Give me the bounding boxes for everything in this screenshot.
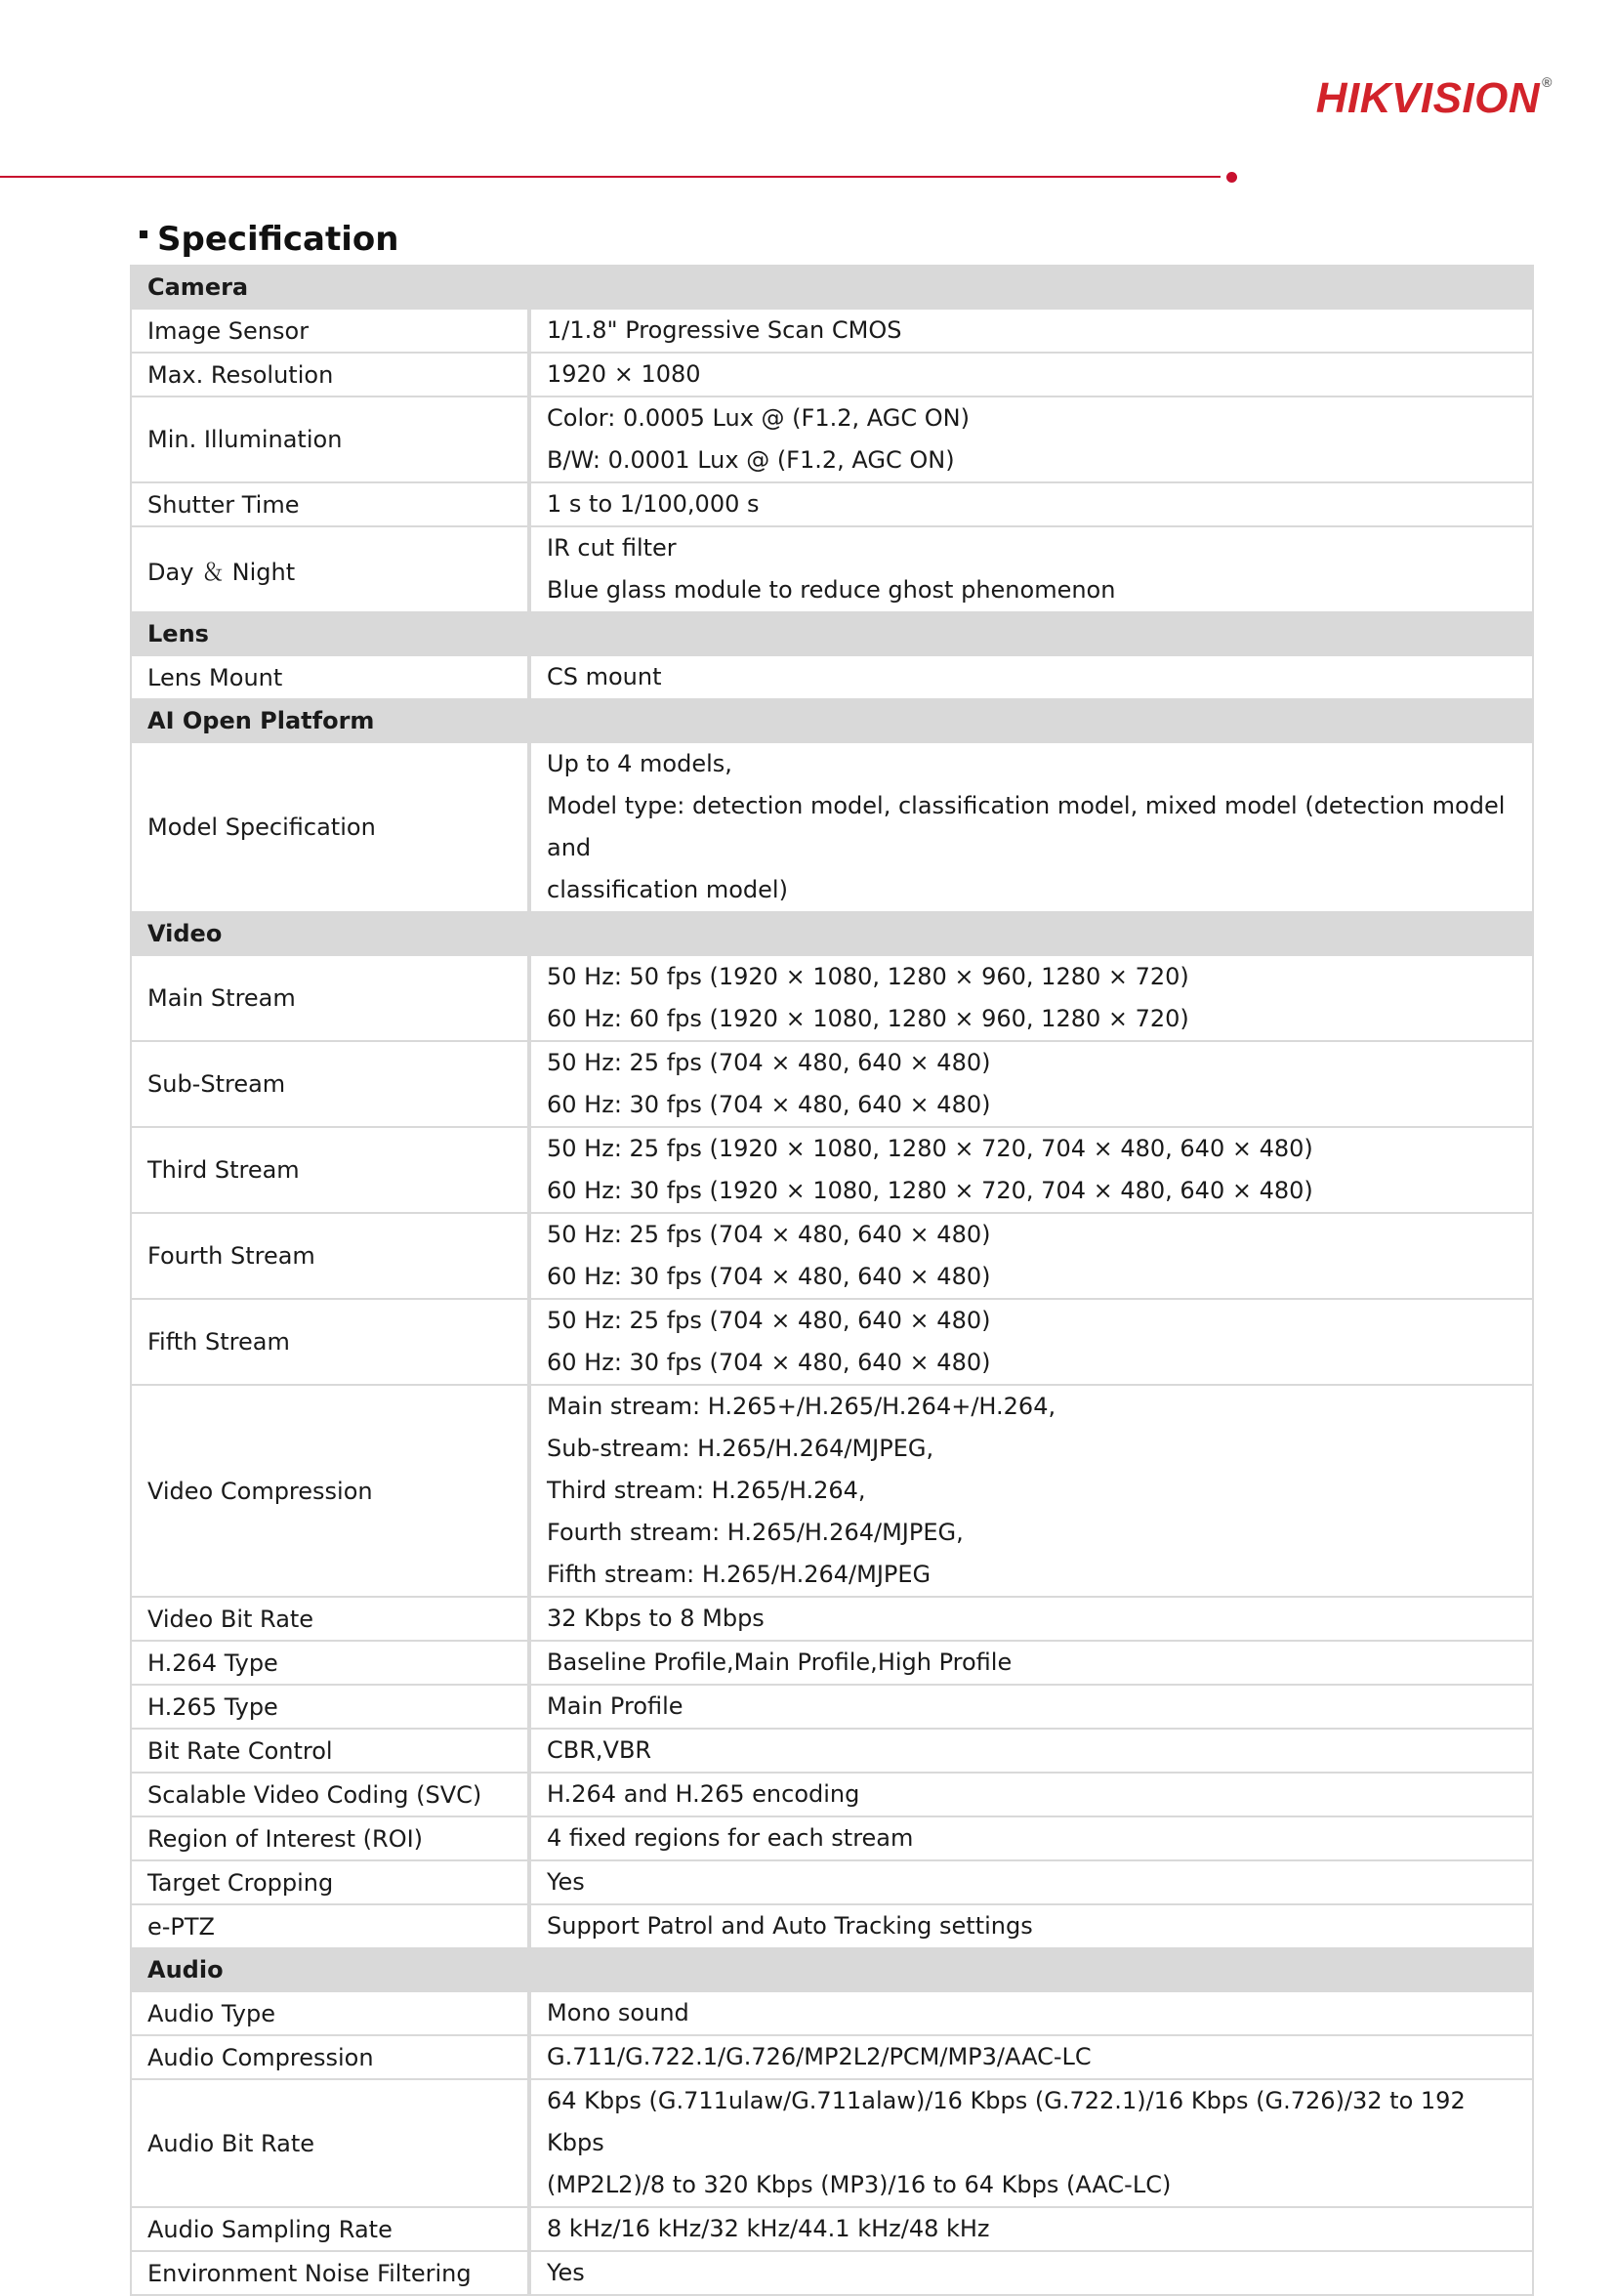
section-header-audio: [131, 1948, 1533, 1991]
section-header-video: [131, 912, 1533, 955]
spec-value: [529, 2079, 1533, 2207]
spec-label: H.265 Type: [131, 1685, 529, 1729]
spec-value-line: 60 Hz: 30 fps (704 × 480, 640 × 480): [547, 1263, 991, 1290]
spec-value-line: (MP2L2)/8 to 320 Kbps (MP3)/16 to 64 Kbps (AAC-LC): [547, 2171, 1172, 2198]
spec-row: [131, 1816, 1533, 1860]
spec-label: Audio Bit Rate: [131, 2079, 529, 2207]
spec-row: [131, 309, 1533, 353]
spec-row: [131, 1904, 1533, 1948]
spec-value: [529, 1127, 1533, 1213]
spec-row: [131, 1213, 1533, 1299]
spec-label: Video Bit Rate: [131, 1597, 529, 1641]
spec-label: Min. Illumination: [131, 397, 529, 482]
spec-value-line: Main stream: H.265+/H.265/H.264+/H.264,: [547, 1393, 1056, 1420]
spec-value-line: Fourth stream: H.265/H.264/MJPEG,: [547, 1519, 964, 1546]
header-divider-dot: [1226, 172, 1237, 183]
spec-row: [131, 1729, 1533, 1773]
spec-row: [131, 1299, 1533, 1385]
spec-label: Video Compression: [131, 1385, 529, 1597]
spec-row: [131, 397, 1533, 482]
spec-label: Audio Compression: [131, 2035, 529, 2079]
spec-value-line: 1920 × 1080: [547, 360, 701, 388]
spec-row: [131, 1597, 1533, 1641]
spec-value: [529, 1299, 1533, 1385]
spec-value: [529, 482, 1533, 526]
spec-value-line: Color: 0.0005 Lux @ (F1.2, AGC ON): [547, 404, 970, 432]
spec-value: [529, 1385, 1533, 1597]
spec-value: [529, 1641, 1533, 1685]
spec-label: H.264 Type: [131, 1641, 529, 1685]
spec-row: [131, 2079, 1533, 2207]
spec-label: Day ＆ Night: [131, 526, 529, 612]
spec-value-line: Up to 4 models,: [547, 750, 732, 777]
spec-value: [529, 309, 1533, 353]
spec-value: [529, 1597, 1533, 1641]
page-title-text: Specification: [157, 220, 399, 259]
spec-value-line: classification model): [547, 876, 788, 903]
spec-value-line: 60 Hz: 30 fps (704 × 480, 640 × 480): [547, 1091, 991, 1118]
registered-mark: ®: [1542, 74, 1553, 90]
spec-value: [529, 2207, 1533, 2251]
spec-label: Third Stream: [131, 1127, 529, 1213]
spec-value: [529, 1685, 1533, 1729]
spec-value-line: 50 Hz: 25 fps (704 × 480, 640 × 480): [547, 1049, 991, 1076]
spec-label: Sub-Stream: [131, 1041, 529, 1127]
hikvision-logo: [1316, 74, 1553, 123]
spec-label: Lens Mount: [131, 655, 529, 699]
spec-value-line: B/W: 0.0001 Lux @ (F1.2, AGC ON): [547, 446, 955, 474]
spec-label: Region of Interest (ROI): [131, 1816, 529, 1860]
spec-label: Scalable Video Coding (SVC): [131, 1773, 529, 1816]
spec-value-line: 60 Hz: 30 fps (704 × 480, 640 × 480): [547, 1349, 991, 1376]
spec-label: Audio Type: [131, 1991, 529, 2035]
spec-row: [131, 742, 1533, 912]
spec-value-line: 1 s to 1/100,000 s: [547, 490, 760, 518]
spec-row: [131, 2035, 1533, 2079]
section-title: Video: [131, 912, 1533, 955]
spec-value-line: Mono sound: [547, 1999, 689, 2026]
logo-vision-text: VISION: [1391, 74, 1541, 122]
spec-row: [131, 1127, 1533, 1213]
spec-label: Audio Sampling Rate: [131, 2207, 529, 2251]
logo-hik-text: HIK: [1315, 74, 1392, 122]
spec-label: Main Stream: [131, 955, 529, 1041]
section-title: Audio: [131, 1948, 1533, 1991]
spec-value: [529, 353, 1533, 397]
spec-value: [529, 526, 1533, 612]
spec-value: [529, 1041, 1533, 1127]
spec-label: Bit Rate Control: [131, 1729, 529, 1773]
spec-row: [131, 2207, 1533, 2251]
spec-label: Model Specification: [131, 742, 529, 912]
spec-value-line: Sub-stream: H.265/H.264/MJPEG,: [547, 1435, 934, 1462]
spec-value: [529, 1816, 1533, 1860]
spec-label: Environment Noise Filtering: [131, 2251, 529, 2295]
spec-value-line: G.711/G.722.1/G.726/MP2L2/PCM/MP3/AAC-LC: [547, 2043, 1092, 2070]
spec-label: e-PTZ: [131, 1904, 529, 1948]
spec-value: [529, 1904, 1533, 1948]
spec-value-line: 60 Hz: 60 fps (1920 × 1080, 1280 × 960, 1280 × 720): [547, 1005, 1189, 1032]
spec-value-line: 50 Hz: 50 fps (1920 × 1080, 1280 × 960, 1280 × 720): [547, 963, 1189, 990]
spec-row: [131, 1860, 1533, 1904]
spec-value-line: 50 Hz: 25 fps (1920 × 1080, 1280 × 720, 704 × 480, 640 × 480): [547, 1135, 1313, 1162]
spec-value-line: 50 Hz: 25 fps (704 × 480, 640 × 480): [547, 1307, 991, 1334]
spec-row: [131, 353, 1533, 397]
spec-value-line: 1/1.8" Progressive Scan CMOS: [547, 316, 902, 344]
spec-value: [529, 2035, 1533, 2079]
spec-value-line: Model type: detection model, classification model, mixed model (detection model and: [547, 792, 1506, 861]
section-title: AI Open Platform: [131, 699, 1533, 742]
spec-value-line: 64 Kbps (G.711ulaw/G.711alaw)/16 Kbps (G.722.1)/16 Kbps (G.726)/32 to 192 Kbps: [547, 2087, 1466, 2156]
section-header-lens: [131, 612, 1533, 655]
spec-row: [131, 955, 1533, 1041]
section-header-camera: [131, 266, 1533, 309]
spec-row: [131, 1685, 1533, 1729]
spec-value-line: Fifth stream: H.265/H.264/MJPEG: [547, 1561, 932, 1588]
spec-value: [529, 742, 1533, 912]
spec-value-line: Support Patrol and Auto Tracking settings: [547, 1912, 1033, 1940]
spec-value-line: 32 Kbps to 8 Mbps: [547, 1605, 765, 1632]
spec-value-line: Yes: [547, 2259, 585, 2286]
header-divider-line: [0, 176, 1221, 178]
spec-value-line: Third stream: H.265/H.264,: [547, 1477, 866, 1504]
spec-row: [131, 655, 1533, 699]
spec-row: [131, 1991, 1533, 2035]
spec-value-line: CS mount: [547, 663, 662, 690]
spec-value: [529, 955, 1533, 1041]
spec-value-line: Blue glass module to reduce ghost phenomenon: [547, 576, 1116, 604]
spec-value-line: 4 fixed regions for each stream: [547, 1824, 914, 1852]
spec-value-line: 60 Hz: 30 fps (1920 × 1080, 1280 × 720, 704 × 480, 640 × 480): [547, 1177, 1313, 1204]
spec-row: [131, 1385, 1533, 1597]
spec-value-line: IR cut filter: [547, 534, 677, 562]
spec-value: [529, 1729, 1533, 1773]
spec-value-line: H.264 and H.265 encoding: [547, 1780, 860, 1808]
section-header-ai-open-platform: [131, 699, 1533, 742]
spec-value: [529, 1860, 1533, 1904]
spec-value-line: 50 Hz: 25 fps (704 × 480, 640 × 480): [547, 1221, 991, 1248]
spec-value-line: Baseline Profile,Main Profile,High Profile: [547, 1649, 1013, 1676]
spec-label: Max. Resolution: [131, 353, 529, 397]
spec-value: [529, 1991, 1533, 2035]
section-title: Lens: [131, 612, 1533, 655]
spec-value-line: Yes: [547, 1868, 585, 1896]
section-title: Camera: [131, 266, 1533, 309]
spec-row: [131, 1041, 1533, 1127]
spec-label: Fifth Stream: [131, 1299, 529, 1385]
specification-table: [130, 265, 1534, 2296]
spec-row: [131, 526, 1533, 612]
spec-row: [131, 1773, 1533, 1816]
spec-value: [529, 655, 1533, 699]
spec-row: [131, 2251, 1533, 2295]
spec-value-line: 8 kHz/16 kHz/32 kHz/44.1 kHz/48 kHz: [547, 2215, 990, 2242]
square-bullet-icon: [140, 230, 147, 238]
spec-label: Shutter Time: [131, 482, 529, 526]
spec-value: [529, 2251, 1533, 2295]
spec-value: [529, 1213, 1533, 1299]
spec-value-line: CBR,VBR: [547, 1736, 652, 1764]
spec-row: [131, 1641, 1533, 1685]
spec-label: Fourth Stream: [131, 1213, 529, 1299]
spec-value: [529, 1773, 1533, 1816]
page-title: [140, 220, 398, 259]
spec-value: [529, 397, 1533, 482]
spec-row: [131, 482, 1533, 526]
spec-value-line: Main Profile: [547, 1692, 683, 1720]
spec-label: Image Sensor: [131, 309, 529, 353]
spec-label: Target Cropping: [131, 1860, 529, 1904]
